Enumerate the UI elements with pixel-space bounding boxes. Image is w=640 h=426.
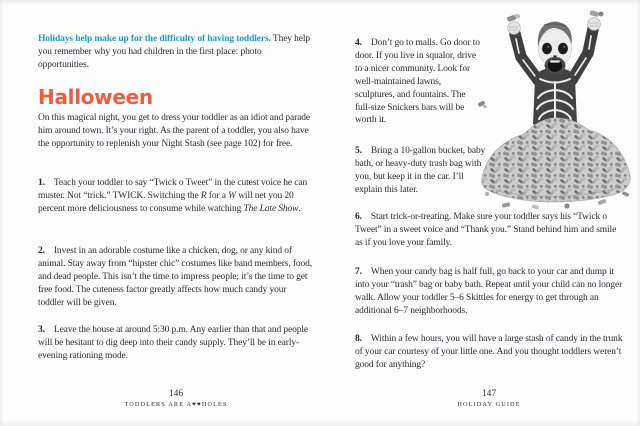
skeleton-boy-candy-pile-illustration: [474, 8, 638, 210]
intro-lead-text: Holidays help make up for the difficulty of having toddlers.: [38, 34, 271, 44]
intro-paragraph: [38, 33, 314, 72]
list-item-4: [355, 37, 481, 127]
halloween-intro-paragraph: On this magical night, you get to dress your toddler as an idiot and parade him around town. It’s your right. As the parent of a toddler, you also have the opportunity to replenish your Night Stash (see page 102) for free.: [38, 113, 310, 149]
list-item-3: [38, 324, 314, 363]
list-item-2: [38, 245, 314, 310]
stray-candy-left: [477, 100, 487, 108]
item-8-number: 8.: [355, 334, 362, 344]
item-1-text: Teach your toddler to say “Twick o Tweet” in the cutest voice he can muster. Not “trick.” TWICK. Switching the R for a W will net you 20 percent more deliciousness to consume while watching The Late Show.: [38, 178, 308, 214]
item-7-text: When your candy bag is half full, go back to your car and dump it into your “trash” bag or baby bath. Repeat until your child can no longer walk. Allow your toddler 5–6 Skittles for energy to get through an additional 6–7 neighborhoods.: [355, 267, 623, 316]
halloween-heading: Halloween: [38, 85, 153, 109]
item-1-number: 1.: [38, 178, 45, 188]
item-3-number: 3.: [38, 325, 45, 335]
item-6-text: Start trick-or-treating. Make sure your toddler says his “Twick o Tweet” in a sweet voice and “Thank you.” Stand behind him and smile as if you love your family.: [355, 212, 617, 248]
list-item-6: [355, 211, 623, 250]
item-8-text: Within a few hours, you will have a large stash of candy in the trunk of your car courtesy of your little one. And you thought toddlers weren’t good for anything?: [355, 334, 623, 370]
item-2-text: Invest in an adorable costume like a chicken, dog, or any kind of animal. Stay away from “hipster chic” costumes like band members, food, and dead people. This isn’t the time to impress people; it’s the time to get free food. The cuteness factor greatly affects how much candy your toddler will be given.: [38, 246, 313, 308]
left-running-title: TODDLERS ARE A♥♥HOLES: [124, 401, 228, 408]
fist-candy-left: [507, 13, 521, 34]
left-page-number: 146: [168, 389, 184, 399]
candy-pile: [482, 118, 631, 202]
list-item-7: [355, 266, 623, 318]
item-4-number: 4.: [355, 38, 362, 48]
item-2-number: 2.: [38, 246, 45, 256]
list-item-5: [355, 145, 489, 197]
item-3-text: Leave the house at around 5:30 p.m. Any earlier than that and people will be hesitant to dig deep into their candy supply. They’ll be in early-evening rationing mode.: [38, 325, 308, 361]
right-page-number: 147: [481, 389, 497, 399]
item-6-number: 6.: [355, 212, 362, 222]
item-5-number: 5.: [355, 146, 362, 156]
list-item-1: [38, 177, 314, 216]
list-item-8: [355, 333, 623, 372]
item-4-text: Don’t go to malls. Go door to door. If you live in squalor, drive to a nicer community. Look for well-maintained lawns, sculptures, and fountains. The full-size Snickers bars will be worth it.: [355, 38, 480, 126]
item-7-number: 7.: [355, 267, 362, 277]
intro-rest-text: They help you remember why you had children in the first place: photo opportunities.: [38, 34, 311, 70]
item-5-text: Bring a 10-gallon bucket, baby bath, or heavy-duty trash bag with you, but keep it in the car. I’ll explain this later.: [355, 146, 486, 195]
right-running-title: HOLIDAY GUIDE: [457, 401, 521, 408]
right-page-footer: [355, 389, 623, 409]
left-page-footer: [38, 389, 314, 409]
fist-candy-right: [588, 10, 604, 30]
